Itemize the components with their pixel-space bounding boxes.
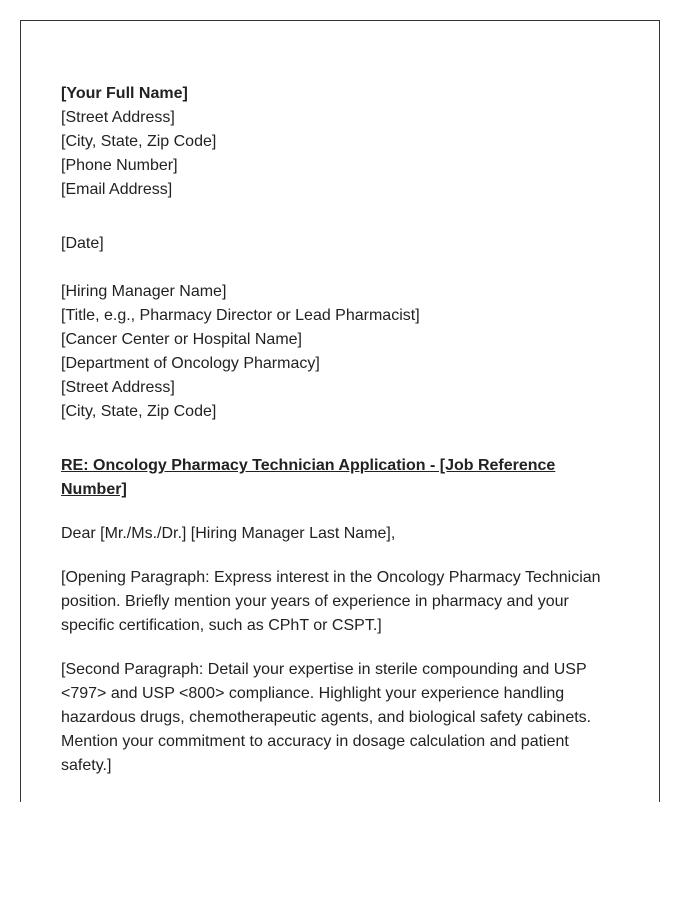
sender-phone: [Phone Number] [61,157,178,174]
salutation: Dear [Mr./Ms./Dr.] [Hiring Manager Last Name], [61,525,396,542]
second-paragraph: [Second Paragraph: Detail your expertise in sterile compounding and USP <797> and USP <800> compliance. Highlight your experience handling hazardous drugs, chemotherapeutic agents, and biological safety cabinets. Mention your commitment to accuracy in dosage calculation and patient safety.] [61,661,592,774]
sender-city-state-zip: [City, State, Zip Code] [61,133,217,150]
sender-name: [Your Full Name] [61,85,188,102]
recipient-name: [Hiring Manager Name] [61,283,227,300]
recipient-block [61,280,621,424]
sender-street: [Street Address] [61,109,175,126]
recipient-city-state-zip: [City, State, Zip Code] [61,403,217,420]
recipient-title: [Title, e.g., Pharmacy Director or Lead Pharmacist] [61,307,420,324]
sender-email: [Email Address] [61,181,173,198]
sender-block [61,82,621,202]
letter-date: [Date] [61,235,104,252]
opening-paragraph: [Opening Paragraph: Express interest in the Oncology Pharmacy Technician position. Briefly mention your years of experience in pharmacy and your specific certification, such as CPhT or CSPT.] [61,569,601,634]
letter-content [61,82,621,778]
recipient-street: [Street Address] [61,379,175,396]
date-block [61,232,621,256]
subject-line: RE: Oncology Pharmacy Technician Application - [Job Reference Number] [61,457,556,498]
recipient-organization: [Cancer Center or Hospital Name] [61,331,302,348]
letter-page [20,20,660,802]
recipient-department: [Department of Oncology Pharmacy] [61,355,320,372]
